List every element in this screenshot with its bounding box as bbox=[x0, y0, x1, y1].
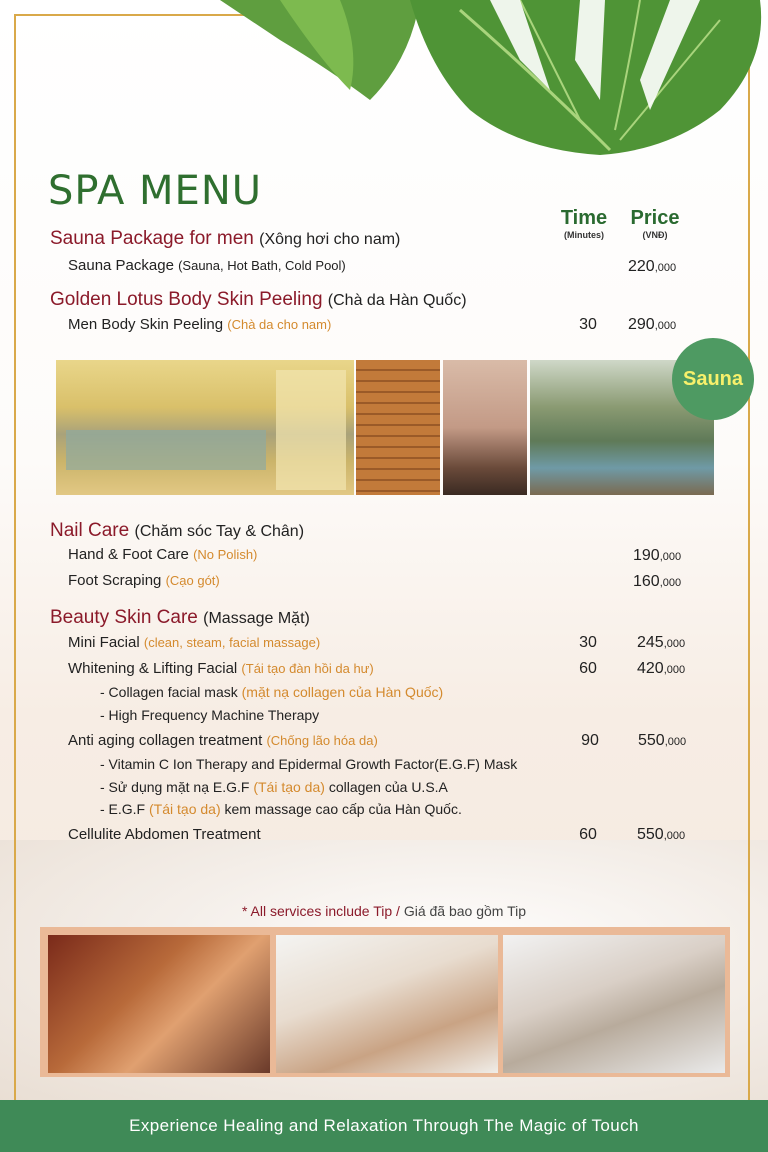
item-note: (clean, steam, facial massage) bbox=[143, 635, 321, 650]
sub-item: - High Frequency Machine Therapy bbox=[100, 707, 320, 723]
item-time: 30 bbox=[579, 634, 597, 651]
section-lotus-title bbox=[50, 289, 467, 311]
item-price: 190,000 bbox=[633, 547, 682, 564]
pool-photo bbox=[56, 360, 354, 495]
item-name: Anti aging collagen treatment bbox=[68, 732, 263, 749]
item-name: Whitening & Lifting Facial bbox=[68, 660, 238, 677]
item-name: Men Body Skin Peeling bbox=[68, 316, 224, 333]
section-en-title: Sauna Package for men bbox=[50, 228, 254, 249]
time-sub-label: (Minutes) bbox=[564, 230, 604, 240]
section-vn-title: (Xông hơi cho nam) bbox=[259, 231, 401, 248]
price-label: Price bbox=[630, 207, 680, 229]
page-title: SPA MENU bbox=[48, 168, 263, 214]
item-name: Sauna Package bbox=[68, 257, 174, 274]
steam-room-photo bbox=[443, 360, 527, 495]
facial-mask-photo bbox=[503, 935, 725, 1073]
monstera-leaf-decoration bbox=[220, 0, 768, 160]
price-column-header bbox=[626, 207, 684, 240]
sub-item: - Sử dụng mặt nạ E.G.F (Tái tạo da) collagen của U.S.A bbox=[100, 779, 448, 795]
section-vn-title: (Chà da Hàn Quốc) bbox=[327, 292, 467, 309]
item-name: Mini Facial bbox=[68, 634, 140, 651]
item-price: 550,000 bbox=[637, 826, 686, 843]
section-en-title: Golden Lotus Body Skin Peeling bbox=[50, 289, 323, 310]
item-time: 60 bbox=[579, 826, 597, 843]
wood-sauna-photo bbox=[356, 360, 440, 495]
item-price: 160,000 bbox=[633, 573, 682, 590]
item-price: 220,000 bbox=[628, 258, 677, 275]
item-note: (Chà da cho nam) bbox=[227, 317, 332, 332]
menu-item-anti-aging bbox=[68, 732, 378, 749]
item-price: 245,000 bbox=[637, 634, 686, 651]
sub-item: - Collagen facial mask (mặt nạ collagen của Hàn Quốc) bbox=[100, 684, 444, 700]
item-note: (Cạo gót) bbox=[165, 573, 220, 588]
price-sub-label: (VNĐ) bbox=[642, 230, 668, 240]
item-price: 550,000 bbox=[638, 732, 687, 749]
item-note: (Tái tạo đàn hồi da hư) bbox=[241, 661, 374, 676]
item-name: Cellulite Abdomen Treatment bbox=[68, 826, 261, 843]
section-sauna-title bbox=[50, 228, 400, 250]
item-time: 30 bbox=[579, 316, 597, 333]
item-time: 90 bbox=[581, 732, 599, 749]
menu-item-sauna-package bbox=[68, 257, 346, 274]
section-en-title: Nail Care bbox=[50, 520, 130, 541]
item-name: Hand & Foot Care bbox=[68, 546, 189, 563]
footer-banner: Experience Healing and Relaxation Through The Magic of Touch bbox=[0, 1100, 768, 1152]
item-note: (Chống lão hóa da) bbox=[266, 733, 378, 748]
menu-item-mini-facial bbox=[68, 634, 320, 651]
item-note: (Sauna, Hot Bath, Cold Pool) bbox=[178, 258, 346, 273]
item-note: (No Polish) bbox=[193, 547, 258, 562]
item-price: 420,000 bbox=[637, 660, 686, 677]
section-vn-title: (Massage Mặt) bbox=[203, 610, 310, 627]
sub-item: - E.G.F (Tái tạo da) kem massage cao cấp của Hàn Quốc. bbox=[100, 801, 462, 817]
sub-item: - Vitamin C Ion Therapy and Epidermal Growth Factor(E.G.F) Mask bbox=[100, 756, 518, 772]
sauna-badge: Sauna bbox=[672, 338, 754, 420]
section-en-title: Beauty Skin Care bbox=[50, 607, 198, 628]
item-time: 60 bbox=[579, 660, 597, 677]
item-name: Foot Scraping bbox=[68, 572, 162, 589]
time-label: Time bbox=[560, 207, 608, 229]
menu-item-men-body-peeling bbox=[68, 316, 331, 333]
back-scrub-photo bbox=[276, 935, 498, 1073]
menu-item-hand-foot-care bbox=[68, 546, 257, 563]
section-beauty-title bbox=[50, 607, 310, 629]
sauna-photo-strip bbox=[56, 360, 716, 496]
menu-item-cellulite bbox=[68, 826, 261, 843]
item-price: 290,000 bbox=[628, 316, 677, 333]
treatment-photo-strip bbox=[40, 927, 730, 1077]
time-column-header bbox=[558, 207, 610, 240]
menu-item-foot-scraping bbox=[68, 572, 220, 589]
head-massage-photo bbox=[48, 935, 270, 1073]
tip-note: * All services include Tip / Giá đã bao gồm Tip bbox=[241, 903, 527, 919]
menu-item-whitening-facial bbox=[68, 660, 374, 677]
section-vn-title: (Chăm sóc Tay & Chân) bbox=[134, 523, 305, 540]
section-nail-title bbox=[50, 520, 304, 542]
